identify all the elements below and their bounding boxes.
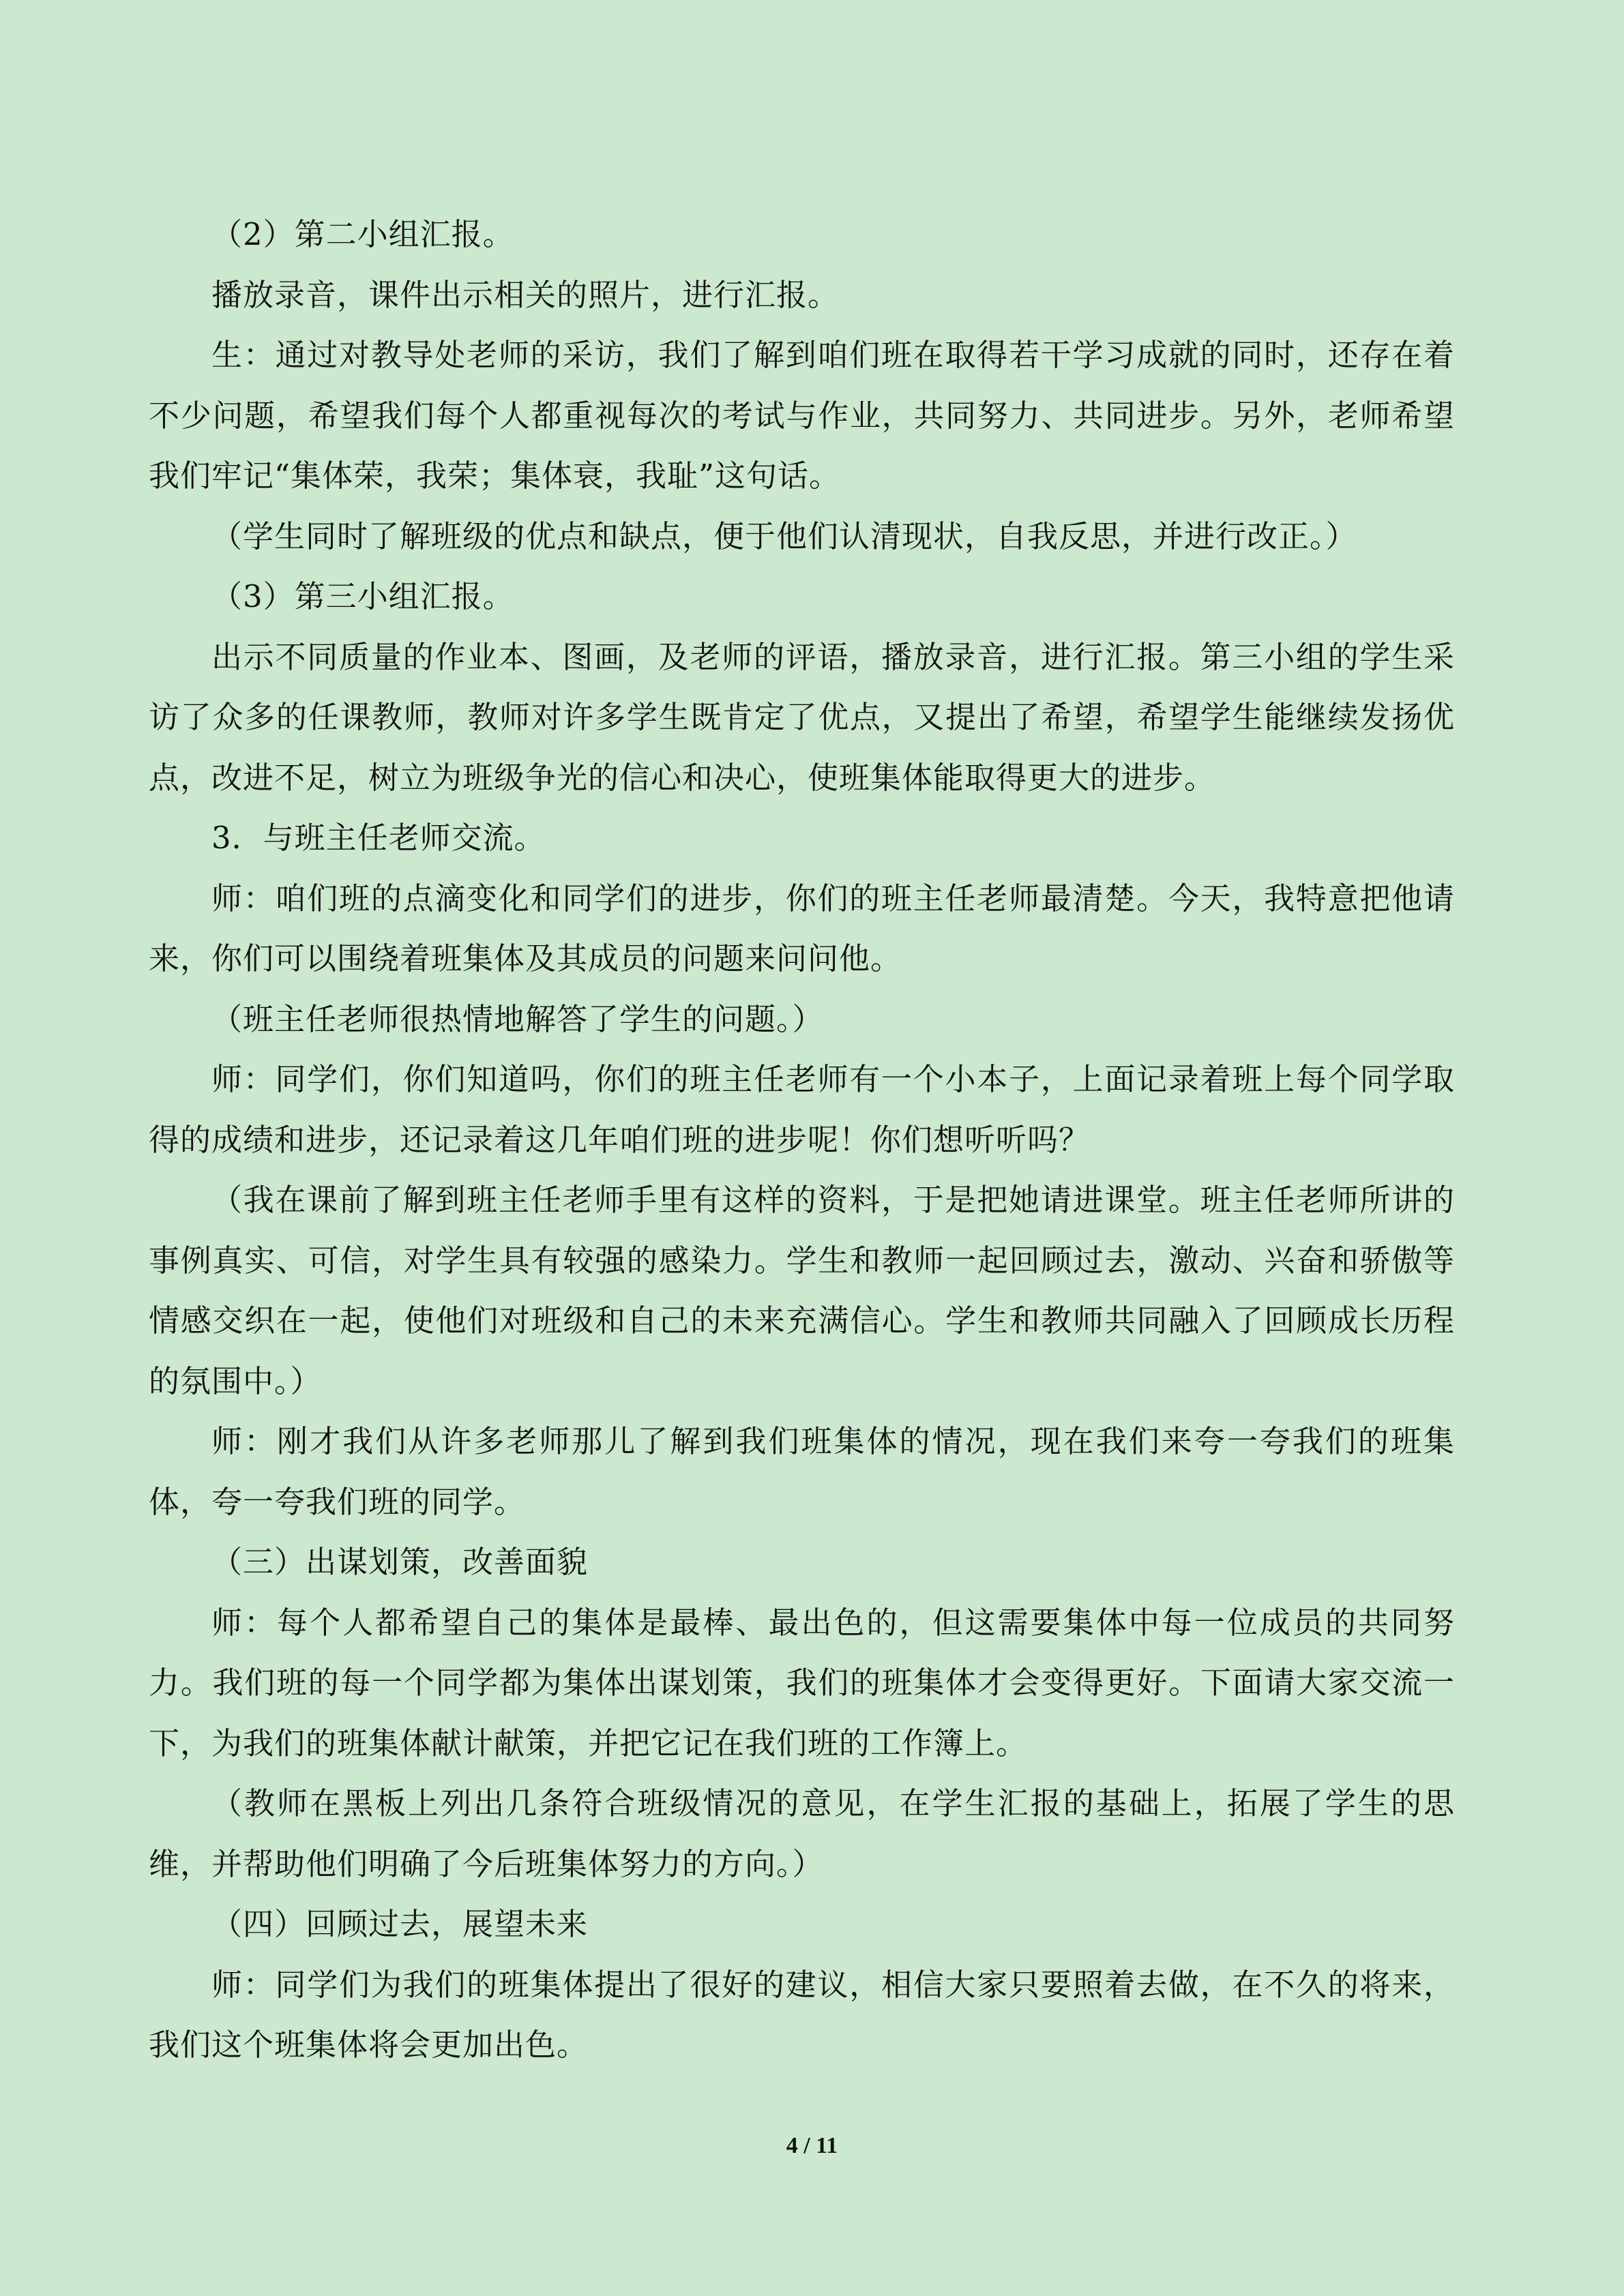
paragraph-section-heading: 3．与班主任老师交流。 xyxy=(211,820,546,856)
paragraph: 师：咱们班的点滴变化和同学们的进步，你们的班主任老师最清楚。今天，我特意把他请来，你们可以围绕着班集体及其成员的问题来问问他。 xyxy=(149,880,1455,976)
paragraph: 师：每个人都希望自己的集体是最棒、最出色的，但这需要集体中每一位成员的共同努力。我们班的每一个同学都为集体出谋划策，我们的班集体才会变得更好。下面请大家交流一下，为我们的班集体献计献策，并把它记在我们班的工作簿上。 xyxy=(149,1604,1455,1761)
paragraph-note: （班主任老师很热情地解答了学生的问题。） xyxy=(211,1000,824,1037)
document-body xyxy=(149,205,1455,2076)
paragraph-note: （教师在黑板上列出几条符合班级情况的意见，在学生汇报的基础上，拓展了学生的思维，并帮助他们明确了今后班集体努力的方向。） xyxy=(149,1785,1455,1882)
paragraph: 师：同学们为我们的班集体提出了很好的建议，相信大家只要照着去做，在不久的将来，我们这个班集体将会更加出色。 xyxy=(149,1966,1455,2063)
paragraph-section-heading: （四）回顾过去，展望未来 xyxy=(211,1906,589,1942)
paragraph: 出示不同质量的作业本、图画，及老师的评语，播放录音，进行汇报。第三小组的学生采访了众多的任课教师，教师对许多学生既肯定了优点，又提出了希望，希望学生能继续发扬优点，改进不足，树立为班级争光的信心和决心，使班集体能取得更大的进步。 xyxy=(149,638,1455,796)
paragraph-group2-heading: （2）第二小组汇报。 xyxy=(211,216,514,252)
paragraph: 生：通过对教导处老师的采访，我们了解到咱们班在取得若干学习成就的同时，还存在着不少问题，希望我们每个人都重视每次的考试与作业，共同努力、共同进步。另外，老师希望我们牢记“集体荣，我荣；集体衰，我耻”这句话。 xyxy=(149,337,1455,494)
paragraph-section-heading: （三）出谋划策，改善面貌 xyxy=(211,1544,589,1580)
paragraph: 师：刚才我们从许多老师那儿了解到我们班集体的情况，现在我们来夸一夸我们的班集体，夸一夸我们班的同学。 xyxy=(149,1423,1455,1520)
paragraph-note: （学生同时了解班级的优点和缺点，便于他们认清现状，自我反思，并进行改正。） xyxy=(211,518,1357,554)
paragraph: 师：同学们，你们知道吗，你们的班主任老师有一个小本子，上面记录着班上每个同学取得的成绩和进步，还记录着这几年咱们班的进步呢！你们想听听吗？ xyxy=(149,1061,1455,1158)
page-number: 4 / 11 xyxy=(786,2133,838,2158)
paragraph: 播放录音，课件出示相关的照片，进行汇报。 xyxy=(211,276,840,313)
paragraph-group3-heading: （3）第三小组汇报。 xyxy=(211,578,514,614)
paragraph-note: （我在课前了解到班主任老师手里有这样的资料，于是把她请进课堂。班主任老师所讲的事例真实、可信，对学生具有较强的感染力。学生和教师一起回顾过去，激动、兴奋和骄傲等情感交织在一起，使他们对班级和自己的未来充满信心。学生和教师共同融入了回顾成长历程的氛围中。） xyxy=(149,1182,1455,1399)
